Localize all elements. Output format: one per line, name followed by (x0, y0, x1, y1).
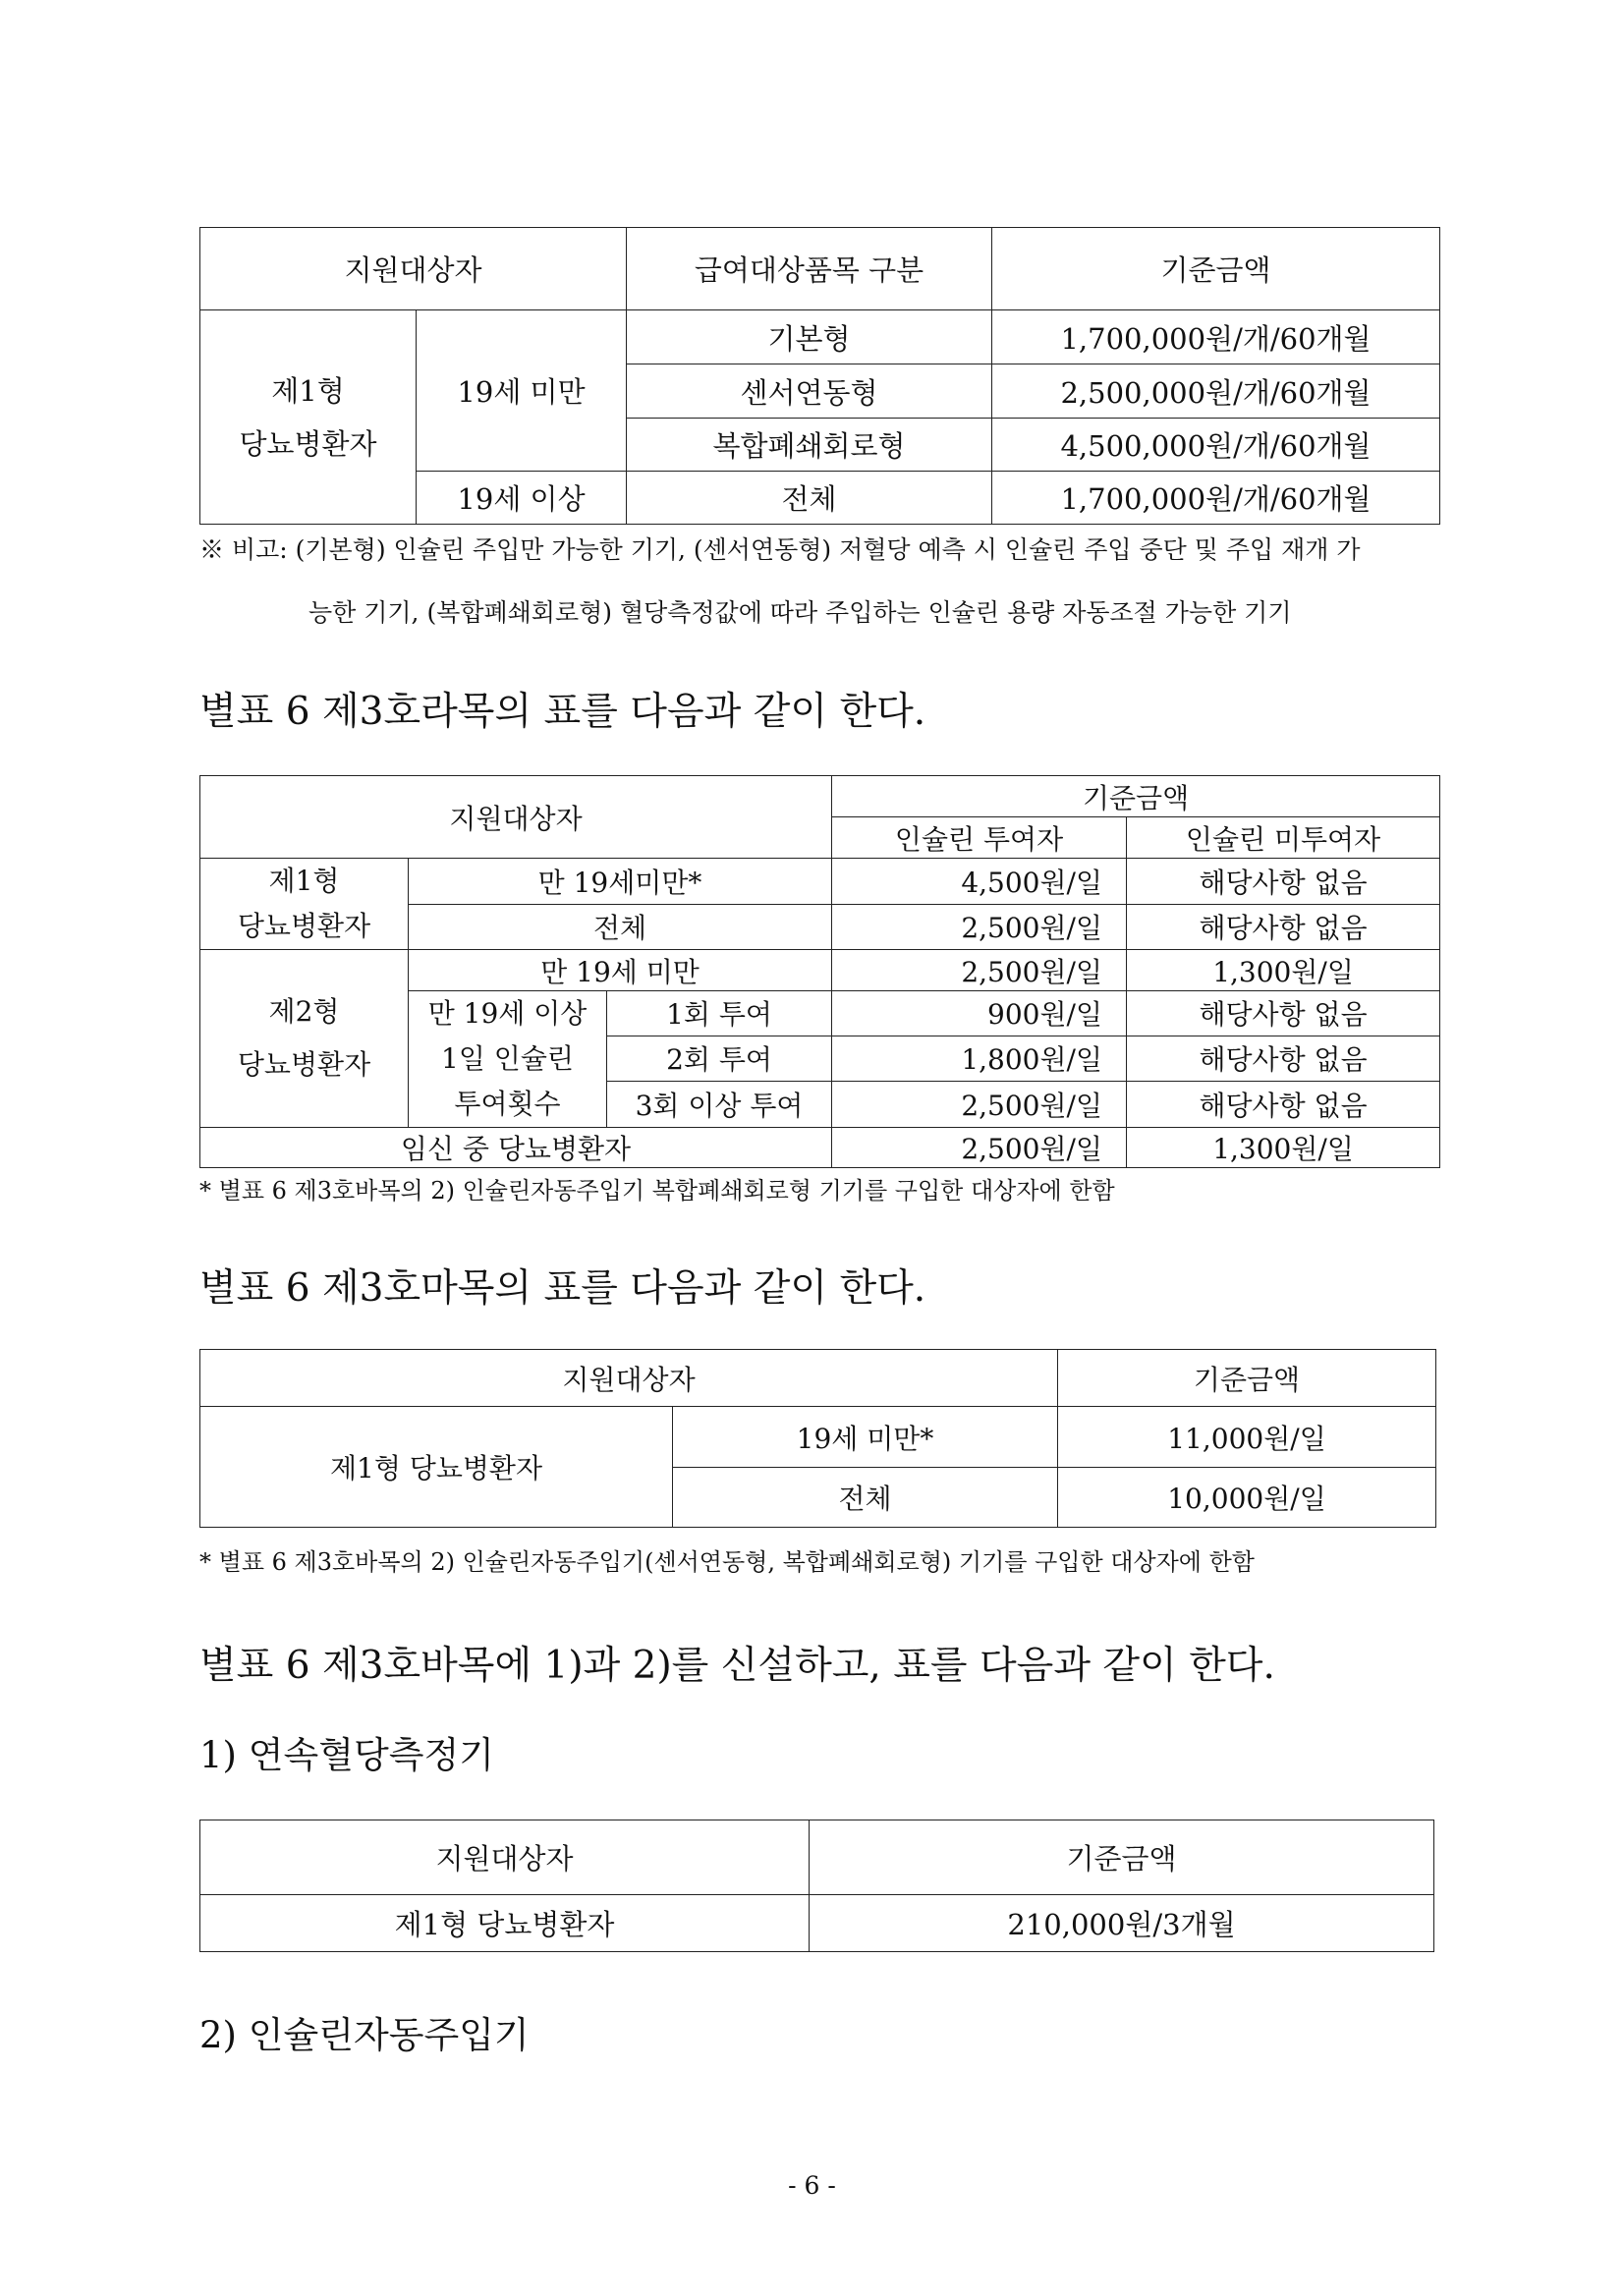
table-1-group-line: 제1형 (271, 373, 345, 408)
heading-3: 별표 6 제3호마목의 표를 다음과 같이 한다. (199, 1266, 926, 1311)
table-2-insulin-amount: 900원/일 (832, 991, 1127, 1036)
table-1-group-cell (200, 310, 417, 525)
table-4-row-label: 제1형 당뇨병환자 (200, 1895, 810, 1952)
table-2 (199, 775, 1440, 1168)
table-2-footnote: * 별표 6 제3호바목의 2) 인슐린자동주입기 복합폐쇄회로형 기기를 구입한 대상자에 한함 (199, 1177, 1115, 1204)
table-1-amount: 2,500,000원/개/60개월 (992, 364, 1440, 419)
table-2-row-label: 전체 (409, 904, 832, 950)
table-2-noinsulin-amount: 해당사항 없음 (1127, 1036, 1440, 1082)
table-3-amount: 10,000원/일 (1058, 1468, 1436, 1528)
table-2-insulin-amount: 2,500원/일 (832, 950, 1127, 991)
heading-4: 별표 6 제3호바목에 1)과 2)를 신설하고, 표를 다음과 같이 한다. (199, 1644, 1275, 1688)
table-2-row-label: 1회 투여 (607, 991, 832, 1036)
table-2-type2-cell (200, 950, 409, 1128)
table-2-adult-line: 만 19세 이상 (427, 997, 588, 1030)
table-4-header-target: 지원대상자 (200, 1820, 810, 1895)
table-3-row-label: 19세 미만* (673, 1407, 1058, 1468)
table-2-row-label: 2회 투여 (607, 1036, 832, 1082)
table-1-item: 전체 (627, 472, 992, 525)
table-2-type1-line: 당뇨병환자 (237, 910, 371, 942)
table-2-insulin-amount: 2,500원/일 (832, 1128, 1127, 1168)
table-2-type2-line: 당뇨병환자 (237, 1048, 371, 1081)
table-2-header-noinsulin: 인슐린 미투여자 (1127, 817, 1440, 859)
table-4-header-amount: 기준금액 (810, 1820, 1434, 1895)
table-2-insulin-amount: 1,800원/일 (832, 1036, 1127, 1082)
table-2-noinsulin-amount: 해당사항 없음 (1127, 991, 1440, 1036)
table-1 (199, 227, 1440, 525)
table-1-note-line2: 능한 기기, (복합폐쇄회로형) 혈당측정값에 따라 주입하는 인슐린 용량 자동조절 가능한 기기 (308, 598, 1292, 627)
table-3-group-cell: 제1형 당뇨병환자 (200, 1407, 673, 1528)
table-1-item: 복합폐쇄회로형 (627, 419, 992, 472)
table-1-header: 기준금액 (992, 228, 1440, 310)
table-1-header: 급여대상품목 구분 (627, 228, 992, 310)
table-2-row-label: 3회 이상 투여 (607, 1082, 832, 1128)
table-1-header: 지원대상자 (200, 228, 627, 310)
table-2-noinsulin-amount: 1,300원/일 (1127, 1128, 1440, 1168)
table-2-insulin-amount: 4,500원/일 (832, 859, 1127, 905)
table-3-amount: 11,000원/일 (1058, 1407, 1436, 1468)
subheading-2: 2) 인슐린자동주입기 (199, 2014, 530, 2056)
table-1-amount: 1,700,000원/개/60개월 (992, 472, 1440, 525)
table-2-type2-line: 제2형 (268, 995, 340, 1028)
table-2-adult-cell (409, 991, 607, 1128)
table-3-header-amount: 기준금액 (1058, 1350, 1436, 1407)
table-3 (199, 1349, 1436, 1528)
table-2-type1-cell (200, 859, 409, 950)
table-1-amount: 1,700,000원/개/60개월 (992, 310, 1440, 364)
table-2-noinsulin-amount: 해당사항 없음 (1127, 904, 1440, 950)
page-number: - 6 - (788, 2171, 836, 2200)
table-1-age-cell: 19세 이상 (417, 472, 627, 525)
table-2-header-amount: 기준금액 (832, 776, 1440, 817)
table-2-header-insulin: 인슐린 투여자 (832, 817, 1127, 859)
table-2-insulin-amount: 2,500원/일 (832, 904, 1127, 950)
table-2-row-label: 만 19세미만* (409, 859, 832, 905)
table-1-note-line1: ※ 비고: (기본형) 인슐린 주입만 가능한 기기, (센서연동형) 저혈당 예측 시 인슐린 주입 중단 및 주입 재개 가 (199, 535, 1361, 564)
table-2-row-label: 임신 중 당뇨병환자 (200, 1128, 832, 1168)
table-4-amount: 210,000원/3개월 (810, 1895, 1434, 1952)
table-1-amount: 4,500,000원/개/60개월 (992, 419, 1440, 472)
table-2-type1-line: 제1형 (268, 865, 340, 897)
table-3-footnote: * 별표 6 제3호바목의 2) 인슐린자동주입기(센서연동형, 복합폐쇄회로형) 기기를 구입한 대상자에 한함 (199, 1548, 1255, 1576)
table-1-item: 센서연동형 (627, 364, 992, 419)
table-1-group-line: 당뇨병환자 (239, 426, 377, 461)
table-2-noinsulin-amount: 해당사항 없음 (1127, 859, 1440, 905)
table-2-insulin-amount: 2,500원/일 (832, 1082, 1127, 1128)
table-1-item: 기본형 (627, 310, 992, 364)
table-2-adult-line: 투여횟수 (454, 1088, 561, 1120)
table-2-row-label: 만 19세 미만 (409, 950, 832, 991)
table-3-row-label: 전체 (673, 1468, 1058, 1528)
table-2-noinsulin-amount: 해당사항 없음 (1127, 1082, 1440, 1128)
table-1-age-cell: 19세 미만 (417, 310, 627, 472)
subheading-1: 1) 연속혈당측정기 (199, 1734, 494, 1776)
table-4 (199, 1820, 1434, 1952)
table-3-header-target: 지원대상자 (200, 1350, 1058, 1407)
heading-2: 별표 6 제3호라목의 표를 다음과 같이 한다. (199, 690, 926, 734)
table-2-noinsulin-amount: 1,300원/일 (1127, 950, 1440, 991)
table-2-adult-line: 1일 인슐린 (441, 1042, 574, 1075)
table-2-header-target: 지원대상자 (200, 776, 832, 859)
